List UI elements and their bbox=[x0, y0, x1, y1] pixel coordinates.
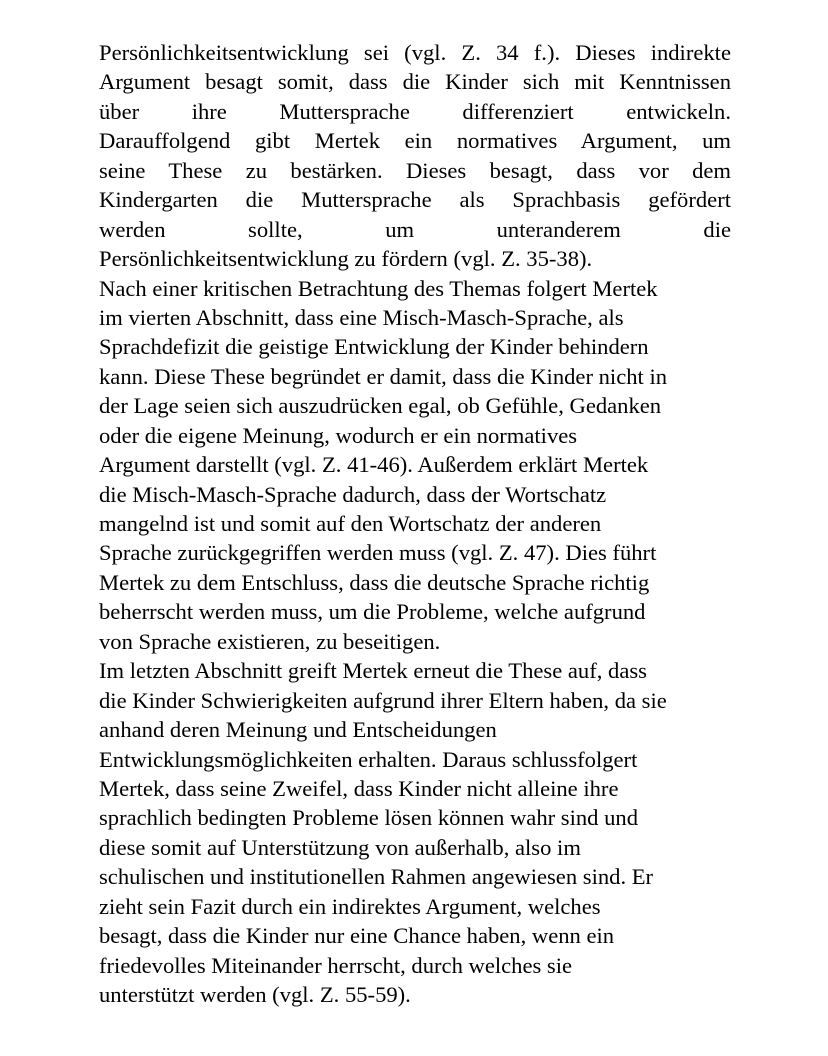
text-line: beherrscht werden muss, um die Probleme, welche aufgrund bbox=[99, 599, 646, 625]
text-line: im vierten Abschnitt, dass eine Misch-Masch-Sprache, als bbox=[99, 304, 624, 330]
text-line: Mertek, dass seine Zweifel, dass Kinder nicht alleine ihre bbox=[99, 775, 619, 801]
paragraph-1 bbox=[99, 38, 731, 274]
paragraph-3 bbox=[99, 656, 731, 1009]
text-line: besagt, dass die Kinder nur eine Chance haben, wenn ein bbox=[99, 923, 615, 949]
text-line: mangelnd ist und somit auf den Wortschatz der anderen bbox=[99, 511, 602, 536]
text-line: zieht sein Fazit durch ein indirektes Argument, welches bbox=[99, 893, 601, 919]
text-line: die Kinder Schwierigkeiten aufgrund ihrer Eltern haben, da sie bbox=[99, 687, 667, 713]
text-line: die Misch-Masch-Sprache dadurch, dass der Wortschatz bbox=[99, 481, 607, 507]
document-page bbox=[99, 38, 731, 1009]
text-line: seine These zu bestärken. Dieses besagt, dass vor dem bbox=[99, 157, 731, 183]
text-line: werden sollte, um unteranderem die bbox=[99, 216, 731, 242]
text-line: Persönlichkeitsentwicklung zu fördern (vgl. Z. 35-38). bbox=[99, 246, 593, 272]
text-line: Sprache zurückgegriffen werden muss (vgl. Z. 47). Dies führt bbox=[99, 540, 657, 566]
text-line: anhand deren Meinung und Entscheidungen bbox=[99, 717, 497, 743]
text-line: der Lage seien sich auszudrücken egal, ob Gefühle, Gedanken bbox=[99, 393, 662, 419]
text-line: diese somit auf Unterstützung von außerhalb, also im bbox=[99, 834, 581, 860]
text-line: Mertek zu dem Entschluss, dass die deutsche Sprache richtig bbox=[99, 569, 650, 595]
text-line: Darauffolgend gibt Mertek ein normatives Argument, um bbox=[99, 128, 731, 154]
text-line: kann. Diese These begründet er damit, dass die Kinder nicht in bbox=[99, 363, 668, 389]
text-line: von Sprache existieren, zu beseitigen. bbox=[99, 628, 441, 654]
text-line: unterstützt werden (vgl. Z. 55-59). bbox=[99, 982, 411, 1007]
text-line: Kindergarten die Muttersprache als Sprachbasis gefördert bbox=[99, 187, 731, 213]
text-line: friedevolles Miteinander herrscht, durch welches sie bbox=[99, 952, 573, 978]
text-line: Nach einer kritischen Betrachtung des Themas folgert Mertek bbox=[99, 275, 658, 301]
text-line: Im letzten Abschnitt greift Mertek erneut die These auf, dass bbox=[99, 658, 647, 684]
text-line: schulischen und institutionellen Rahmen angewiesen sind. Er bbox=[99, 864, 654, 890]
text-line: Entwicklungsmöglichkeiten erhalten. Daraus schlussfolgert bbox=[99, 746, 638, 772]
text-line: Argument darstellt (vgl. Z. 41-46). Außerdem erklärt Mertek bbox=[99, 452, 649, 478]
text-line: Argument besagt somit, dass die Kinder sich mit Kenntnissen bbox=[99, 69, 731, 95]
text-line: oder die eigene Meinung, wodurch er ein normatives bbox=[99, 422, 578, 448]
text-line: sprachlich bedingten Probleme lösen können wahr sind und bbox=[99, 805, 638, 831]
text-line: Sprachdefizit die geistige Entwicklung der Kinder behindern bbox=[99, 334, 649, 360]
paragraph-2 bbox=[99, 274, 731, 657]
text-line: über ihre Muttersprache differenziert entwickeln. bbox=[99, 98, 731, 124]
text-line: Persönlichkeitsentwicklung sei (vgl. Z. 34 f.). Dieses indirekte bbox=[99, 40, 731, 65]
